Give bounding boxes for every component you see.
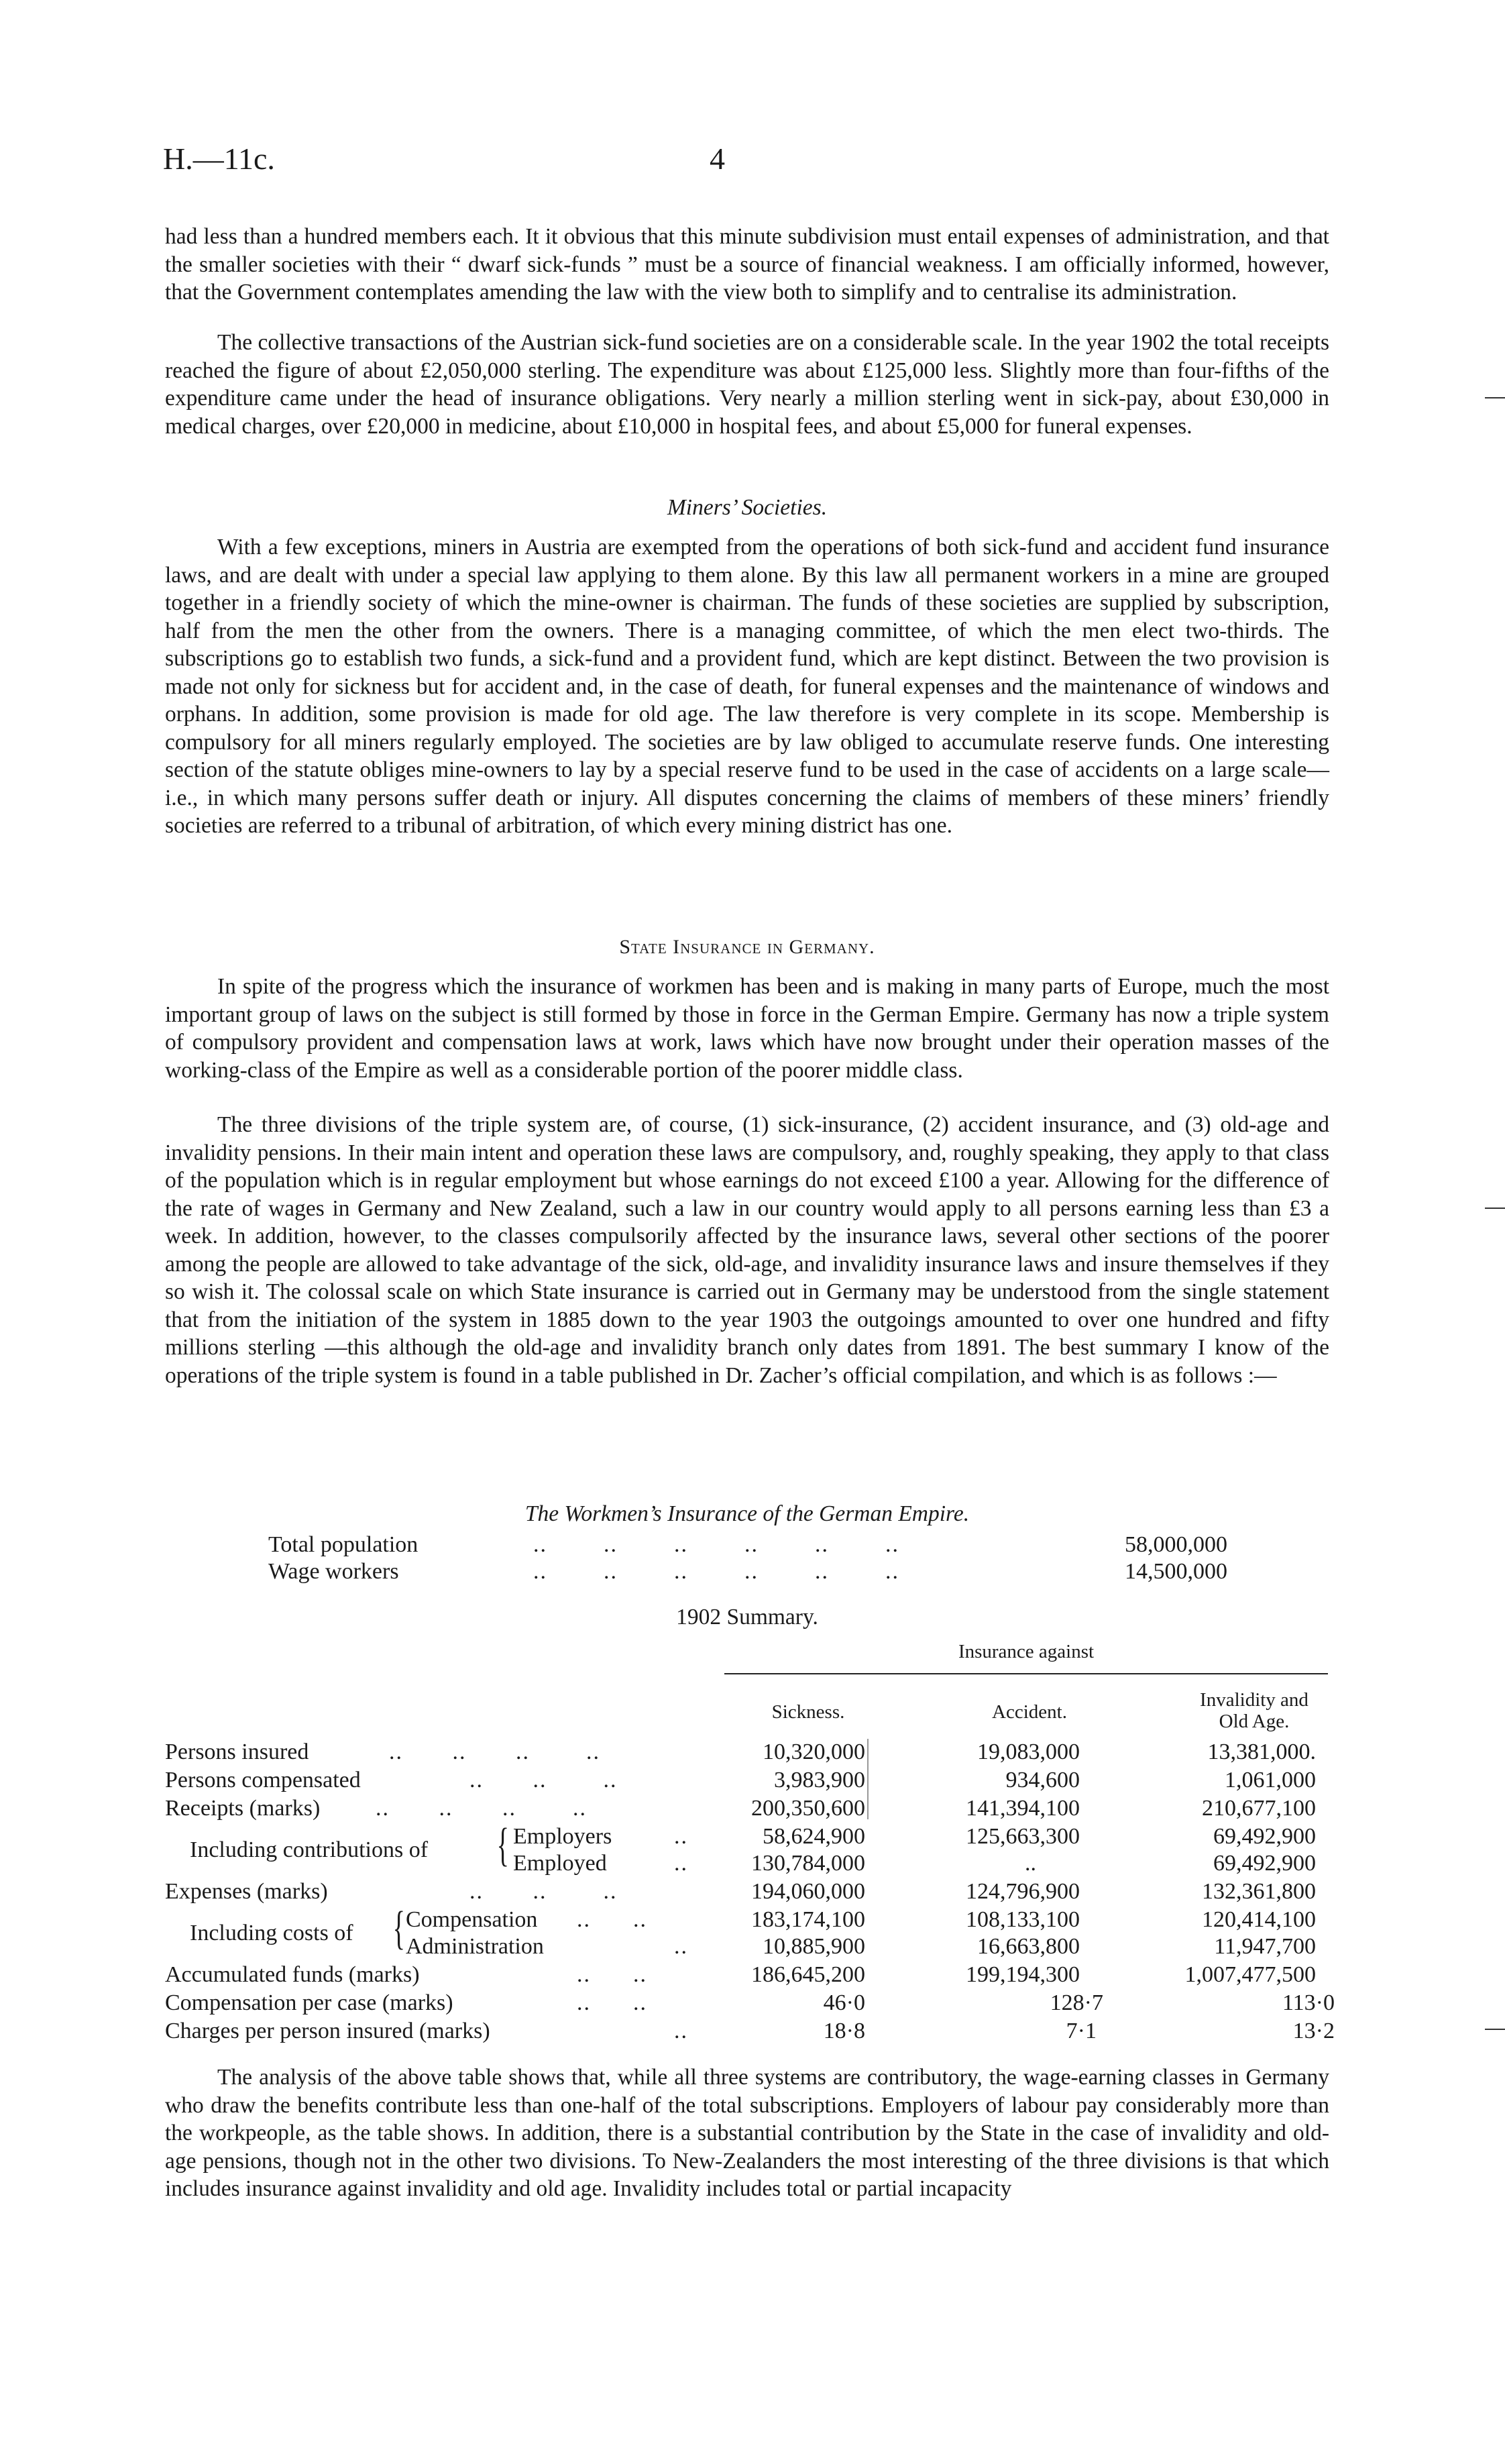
- paragraph-austrian-subdivision: had less than a hundred members each. It it obvious that this minute subdivision must entail expenses of administration, and that the smaller societies with their “ dwarf sick-funds ” must be a source of financial weakness. I am officially informed, however, that the Government contemplates amending the law with the view both to simplify and to centralise its administration.: [165, 224, 1329, 305]
- leader-dots: .. .. .. ..: [376, 1796, 587, 1821]
- cell-invalidity: 11,947,700: [1214, 1934, 1316, 1959]
- paragraph-miners: With a few exceptions, miners in Austria are exempted from the operations of both sick-fund and accident fund insurance laws, and are dealt with under a special law applying to them alone. By this law all permanent workers in a mine are grouped together in a friendly society of which the mine-owner is chairman. The funds of these societies are supplied by subscription, half from the men the other from the owners. There is a managing committee, of which the men elect two-thirds. The subscriptions go to establish two funds, a sick-fund and a provident fund, which are kept distinct. Between the two provision is made not only for sickness but for accident and, in the case of death, for funeral expenses and the maintenance of windows and orphans. In addition, some provision is made for old age. The law therefore is very complete in its scope. Membership is compulsory for all miners regularly employed. The societies are by law obliged to accumulate reserve funds. One interesting section of the statute obliges mine-owners to lay by a special reserve fund to be used in the case of accidents on a large scale—i.e., in which many persons suffer death or injury. All disputes concerning the claims of members of these miners’ friendly societies are referred to a tribunal of arbitration, of which every mining district has one.: [165, 535, 1329, 838]
- cell-accident: 108,133,100: [966, 1907, 1080, 1932]
- cell-invalidity: 1,007,477,500: [1184, 1962, 1316, 1987]
- table-row-label: Receipts (marks): [165, 1796, 321, 1821]
- population-value: 58,000,000: [1125, 1532, 1227, 1557]
- heading-miners-societies: Miners’ Societies.: [667, 495, 828, 520]
- heading-state-insurance: State Insurance in Germany.: [619, 936, 875, 958]
- column-header-invalidity: [1167, 1689, 1341, 1732]
- population-label: Total population: [268, 1532, 419, 1557]
- table-row-label: Expenses (marks): [165, 1879, 328, 1904]
- leader-dots: .. .. .. ..: [389, 1739, 600, 1764]
- cell-sickness: 58,624,900: [763, 1824, 865, 1849]
- cell-accident: 934,600: [1005, 1768, 1080, 1792]
- cell-accident: 199,194,300: [966, 1962, 1080, 1987]
- column-header-accident: Accident.: [992, 1701, 1067, 1723]
- cell-accident: 19,083,000: [977, 1739, 1080, 1764]
- brace: {: [392, 1903, 406, 1954]
- cell-sickness: 183,174,100: [751, 1907, 865, 1932]
- cell-sickness: 186,645,200: [751, 1962, 865, 1987]
- table-row-label: Compensation: [406, 1907, 538, 1932]
- cell-invalidity: 69,492,900: [1213, 1851, 1316, 1876]
- margin-mark: [1485, 397, 1505, 398]
- cell-accident: 125,663,300: [966, 1824, 1080, 1849]
- column-header-sickness: Sickness.: [771, 1701, 845, 1723]
- leader-dots: .. ..: [577, 1962, 647, 1987]
- leader-dots: .. ..: [577, 1990, 647, 2015]
- including-costs-label: Including costs of: [190, 1921, 353, 1945]
- paragraph-germany-intro: In spite of the progress which the insurance of workmen has been and is making in many parts of Europe, much the most important group of laws on the subject is still formed by those in force in the German Empire. Germany has now a triple system of compulsory provident and compensation laws at work, laws which have now brought under their operation masses of the working-class of the Empire as well as a considerable portion of the poorer middle class.: [165, 974, 1329, 1083]
- cell-invalidity: 210,677,100: [1202, 1796, 1316, 1821]
- cell-accident: 124,796,900: [966, 1879, 1080, 1904]
- cell-sickness: 3,983,900: [774, 1768, 865, 1792]
- cell-invalidity: 113·0: [1282, 1990, 1335, 2015]
- paragraph-analysis: The analysis of the above table shows that, while all three systems are contributory, the wage-earning classes in Germany who draw the benefits contribute less than one-half of the total subscriptions. Employers of labour pay considerably more than the workpeople, as the table shows. In addition, there is a substantial contribution by the State in the case of invalidity and old-age pensions, though not in the other two divisions. To New-Zealanders the most interesting of the three divisions is that which includes insurance against invalidity and old age. Invalidity includes total or partial incapacity: [165, 2065, 1329, 2201]
- leader-dots: ..: [674, 1824, 688, 1849]
- table-row-label: Employed: [513, 1851, 607, 1876]
- leader-dots: .. .. ..: [469, 1768, 618, 1792]
- leader-dots: .. .. .. .. .. ..: [533, 1532, 899, 1557]
- cell-sickness: 18·8: [823, 2019, 865, 2043]
- wage-workers-label: Wage workers: [268, 1559, 399, 1584]
- margin-mark: [1485, 2029, 1505, 2030]
- cell-sickness: 200,350,600: [751, 1796, 865, 1821]
- paragraph-austrian-transactions: The collective transactions of the Austrian sick-fund societies are on a considerable scale. In the year 1902 the total receipts reached the figure of about £2,050,000 sterling. The expenditure was about £125,000 less. Slightly more than four-fifths of the expenditure came under the head of insurance obligations. Very nearly a million sterling went in sick-pay, about £30,000 in medical charges, over £20,000 in medicine, about £10,000 in hospital fees, and about £5,000 for funeral expenses.: [165, 330, 1329, 439]
- summary-title-text: 1902 Summary.: [676, 1605, 818, 1629]
- column-header-invalidity-line2: Old Age.: [1219, 1711, 1290, 1732]
- group-header-insurance-against: Insurance against: [958, 1641, 1095, 1662]
- cell-invalidity: 13,381,000.: [1207, 1739, 1316, 1764]
- cell-accident: 7·1: [1066, 2019, 1097, 2043]
- table-title: The Workmen’s Insurance of the German Empire.: [524, 1501, 970, 1526]
- cell-sickness: 46·0: [823, 1990, 865, 2015]
- wage-workers-value: 14,500,000: [1125, 1559, 1227, 1584]
- page-number: 4: [710, 142, 725, 176]
- leader-dots: .. ..: [577, 1907, 647, 1932]
- cell-invalidity: 69,492,900: [1213, 1824, 1316, 1849]
- table-row-label: Employers: [513, 1824, 612, 1849]
- cell-sickness: 194,060,000: [751, 1879, 865, 1904]
- including-contributions-label: Including contributions of: [190, 1837, 429, 1862]
- cell-sickness: 10,320,000: [763, 1739, 865, 1764]
- cell-accident: 128·7: [1050, 1990, 1103, 2015]
- table-row-label: Administration: [406, 1934, 544, 1959]
- cell-invalidity: 1,061,000: [1225, 1768, 1316, 1792]
- table-row-label: Accumulated funds (marks): [165, 1962, 420, 1987]
- table-row-label: Persons compensated: [165, 1768, 361, 1792]
- table-row-label: Persons insured: [165, 1739, 309, 1764]
- paragraph-triple-system: The three divisions of the triple system are, of course, (1) sick-insurance, (2) accident insurance, and (3) old-age and invalidity pensions. In their main intent and operation these laws are compulsory, and, roughly speaking, they apply to that class of the population which is in regular employment but whose earnings do not exceed £100 a year. Allowing for the difference of the rate of wages in Germany and New Zealand, such a law in our country would apply to all persons earning less than £3 a week. In addition, however, to the classes compulsorily affected by the insurance laws, several other sections of the poorer among the people are allowed to take advantage of the sick, old-age, and invalidity insurance laws and insure themselves if they so wish it. The colossal scale on which State insurance is carried out in Germany may be understood from the single statement that from the initiation of the system in 1885 down to the year 1903 the outgoings amounted to over one hundred and fifty millions sterling —this although the old-age and invalidity branch only dates from 1891. The best summary I know of the operations of the triple system is found in a table published in Dr. Zacher’s official compilation, and which is as follows :—: [165, 1112, 1329, 1388]
- leader-dots: .. .. ..: [469, 1879, 618, 1904]
- cell-invalidity: 13·2: [1292, 2019, 1335, 2043]
- cell-invalidity: 120,414,100: [1202, 1907, 1316, 1932]
- cell-accident: 16,663,800: [977, 1934, 1080, 1959]
- leader-dots: ..: [674, 1934, 688, 1959]
- brace: {: [496, 1819, 510, 1871]
- group-brace: [724, 1673, 1328, 1674]
- table-row-label: Charges per person insured (marks): [165, 2019, 490, 2043]
- column-rule: [867, 1739, 869, 1819]
- cell-sickness: 130,784,000: [751, 1851, 865, 1876]
- leader-dots: ..: [674, 2019, 688, 2043]
- document-code: H.—11c.: [163, 142, 275, 176]
- margin-mark: [1485, 1208, 1505, 1209]
- leader-dots: .. .. .. .. .. ..: [533, 1559, 899, 1584]
- cell-accident: 141,394,100: [966, 1796, 1080, 1821]
- leader-dots: ..: [674, 1851, 688, 1876]
- cell-accident: ..: [1025, 1851, 1036, 1876]
- column-header-invalidity-line1: Invalidity and: [1200, 1689, 1308, 1711]
- cell-sickness: 10,885,900: [763, 1934, 865, 1959]
- summary-title: [165, 1605, 1329, 1630]
- cell-invalidity: 132,361,800: [1202, 1879, 1316, 1904]
- table-row-label: Compensation per case (marks): [165, 1990, 453, 2015]
